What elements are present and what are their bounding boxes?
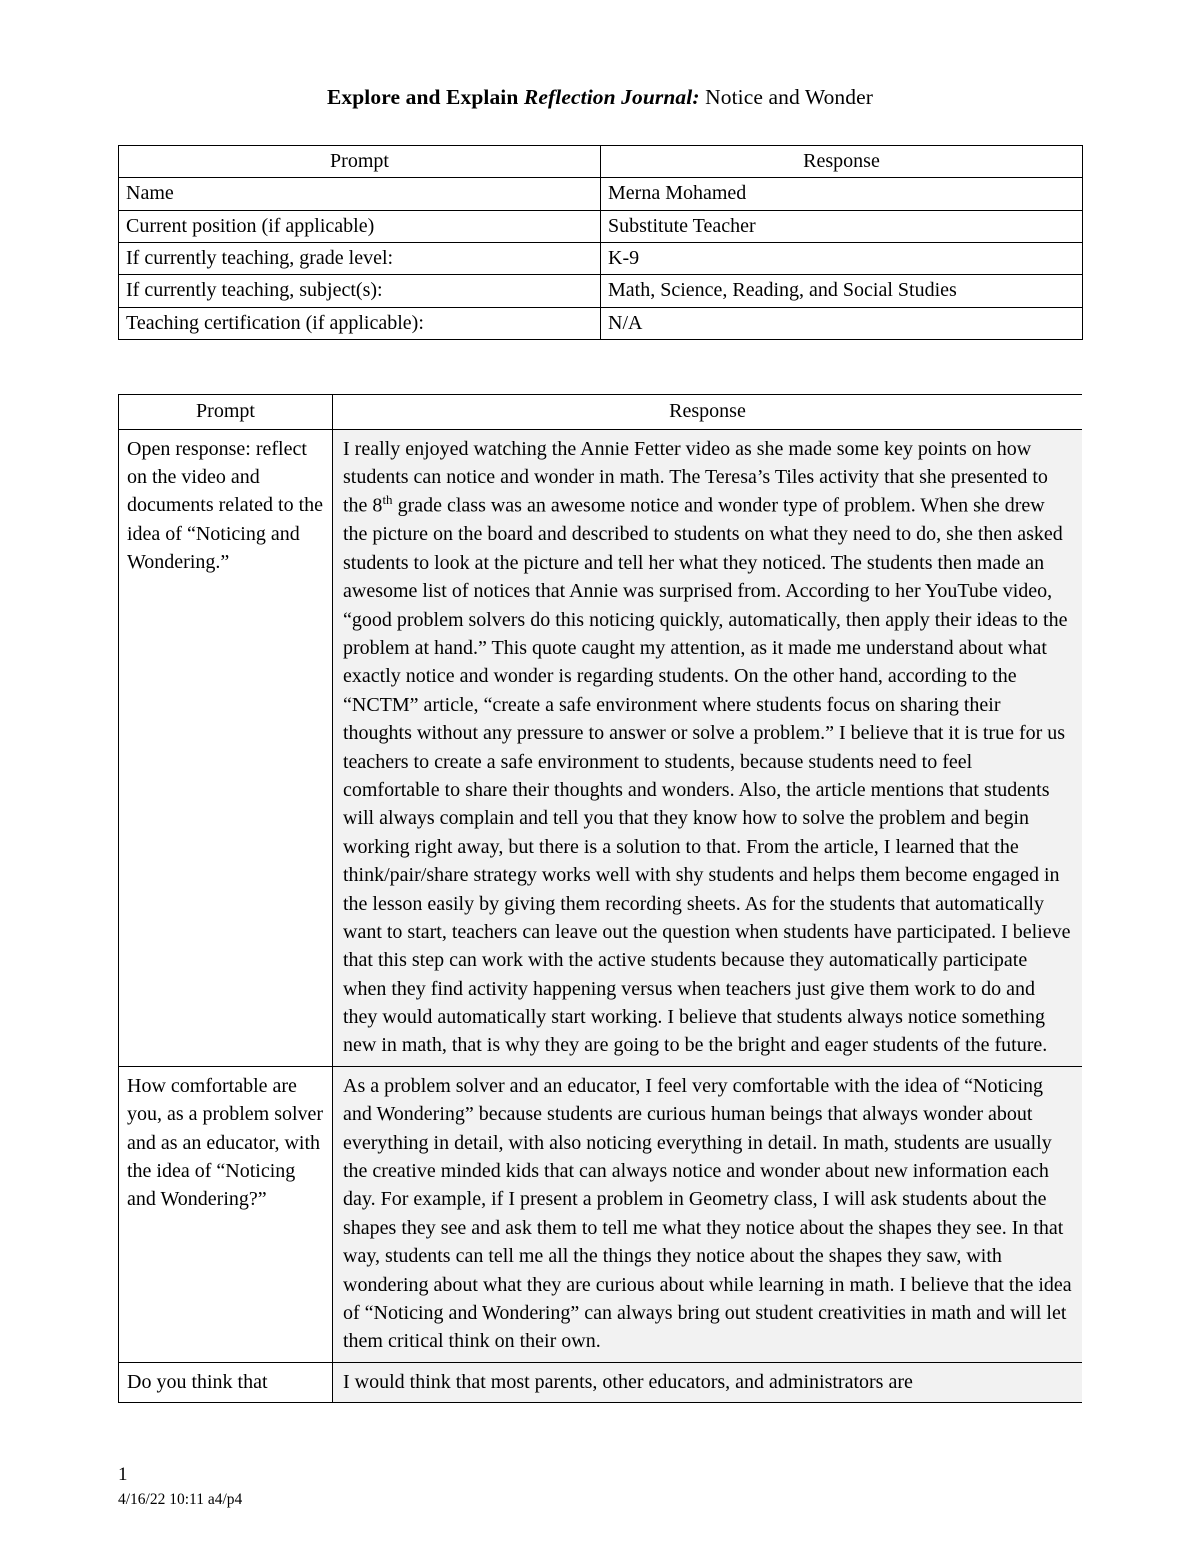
cell-prompt: How comfortable are you, as a problem solver and as an educator, with the idea of “Noticing and Wondering?” <box>119 1066 333 1362</box>
table-row <box>119 429 1083 1066</box>
table-row <box>119 307 1083 339</box>
table-row <box>119 178 1083 210</box>
table-row <box>119 275 1083 307</box>
cell-response: Math, Science, Reading, and Social Studies <box>601 275 1083 307</box>
column-header-prompt: Prompt <box>119 395 333 429</box>
column-header-prompt: Prompt <box>119 145 601 177</box>
cell-prompt: If currently teaching, subject(s): <box>119 275 601 307</box>
cell-prompt: Name <box>119 178 601 210</box>
reflection-table-clip <box>118 394 1082 1403</box>
page-title-rest: Notice and Wonder <box>699 85 874 109</box>
table-row <box>119 1362 1083 1402</box>
page-number: 1 <box>118 1463 128 1485</box>
response-text-part1: I really enjoyed watching the Annie Fetter video as she made some key points on how students can notice and wonder in math. The Teresa’s Tiles activity that she presented to the 8 <box>343 437 1048 518</box>
table-row <box>119 210 1083 242</box>
table-header-row <box>119 145 1083 177</box>
page-title <box>118 84 1082 111</box>
response-text-part2: grade class was an awesome notice and wonder type of problem. When she drew the picture on the board and described to students on what they need to do, she then asked students to look at the picture and tell her what they noticed. The students then made an awesome list of notices that Annie was surprised from. According to her YouTube video, “good problem solvers do this noticing quickly, automatically, then apply their ideas to the problem at hand.” This quote caught my attention, as it made me understand about what exactly notice and wonder is regarding students. On the other hand, according to the “NCTM” article, “create a safe environment where students focus on sharing their thoughts without any pressure to answer or solve a problem.” I believe that it is true for us teachers to create a safe environment to students, because students need to feel comfortable to share their thoughts and wonders. Also, the article mentions that students will always complain and tell you that they know how to solve the problem and begin working right away, but there is a solution to that. From the article, I learned that the think/pair/share strategy works well with shy students and helps them become engaged in the lesson easily by giving them recording sheets. As for the students that automatically want to start, teachers can leave out the question when students have participated. I believe that this step can work with the active students because they automatically participate when they find activity happening versus when teachers just give them work to do and they would automatically start working. I believe that students always notice something new in math, that is why they are going to be the bright and eager students of the future. <box>343 495 1071 1057</box>
cell-response: As a problem solver and an educator, I feel very comfortable with the idea of “Noticing and Wondering” because students are curious human beings that always wonder about everything in detail, with also noticing everything in detail. In math, students are usually the creative minded kids that can always notice and wonder about new information each day. For example, if I present a problem in Geometry class, I will ask students about the shapes they see and ask them to tell me what they notice about the shapes they see. In that way, students can tell me all the things they notice about the shapes they saw, with wondering about what they are curious about while learning in math. I believe that the idea of “Noticing and Wondering” can always bring out student creativities in math and will let them critical think on their own. <box>333 1066 1083 1362</box>
cell-prompt: Current position (if applicable) <box>119 210 601 242</box>
column-header-response: Response <box>601 145 1083 177</box>
footer-timestamp: 4/16/22 10:11 a4/p4 <box>118 1490 243 1508</box>
table-row <box>119 1066 1083 1362</box>
cell-response: I would think that most parents, other educators, and administrators are <box>333 1362 1083 1402</box>
cell-response: Substitute Teacher <box>601 210 1083 242</box>
page-title-bold: Explore and Explain <box>326 85 524 109</box>
page-title-bold-italic: Reflection Journal: <box>523 85 700 109</box>
cell-prompt: If currently teaching, grade level: <box>119 243 601 275</box>
reflection-response-table <box>118 394 1082 1403</box>
cell-prompt: Open response: reflect on the video and documents related to the idea of “Noticing and Wondering.” <box>119 429 333 1066</box>
column-header-response: Response <box>333 395 1083 429</box>
participant-info-table <box>118 145 1083 340</box>
table-row <box>119 243 1083 275</box>
table-spacer <box>118 340 1082 394</box>
cell-response: N/A <box>601 307 1083 339</box>
table-header-row <box>119 395 1083 429</box>
cell-response <box>333 429 1083 1066</box>
ordinal-suffix: th <box>382 492 393 508</box>
cell-response: Merna Mohamed <box>601 178 1083 210</box>
cell-response: K-9 <box>601 243 1083 275</box>
cell-prompt: Do you think that <box>119 1362 333 1402</box>
page-footer <box>118 1461 242 1511</box>
cell-prompt: Teaching certification (if applicable): <box>119 307 601 339</box>
